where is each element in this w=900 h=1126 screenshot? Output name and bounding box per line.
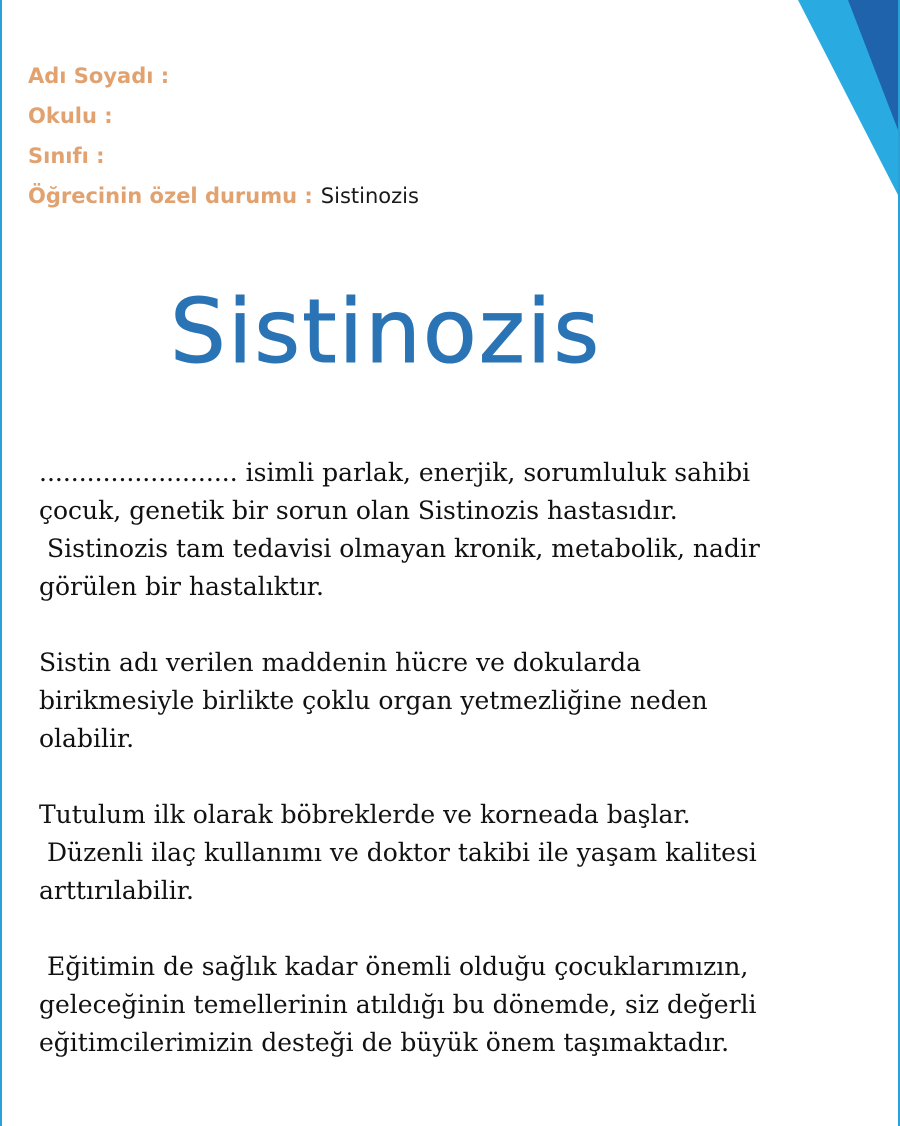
class-label: Sınıfı : [28,144,105,168]
class-field [28,136,419,176]
paragraph-involvement: Tutulum ilk olarak böbreklerde ve korneada başlar. Düzenli ilaç kullanımı ve doktor takibi ile yaşam kalitesi arttırılabilir. [39,800,757,905]
condition-field [28,176,419,216]
name-field [28,56,419,96]
paragraph-intro: ......................... isimli parlak, enerjik, sorumluluk sahibi çocuk, genetik bir sorun olan Sistinozis hastasıdır. Sistinozis tam tedavisi olmayan kronik, metabolik, nadir görülen bir hastalıktır. [39,458,760,601]
condition-label: Öğrecinin özel durumu : [28,184,313,208]
school-field [28,96,419,136]
page-title: Sistinozis [170,280,602,383]
body-text [39,454,869,1062]
paragraph-education: Eğitimin de sağlık kadar önemli olduğu çocuklarımızın, geleceğinin temellerinin atıldığı bu dönemde, siz değerli eğitimcilerimizin desteği de büyük önem taşımaktadır. [39,952,757,1057]
paragraph-cystine: Sistin adı verilen maddenin hücre ve dokularda birikmesiyle birlikte çoklu organ yetmezliğine neden olabilir. [39,648,708,753]
condition-value: Sistinozis [320,184,419,208]
school-label: Okulu : [28,104,113,128]
name-label: Adı Soyadı : [28,64,170,88]
student-info [28,56,419,216]
corner-decoration [698,0,898,200]
